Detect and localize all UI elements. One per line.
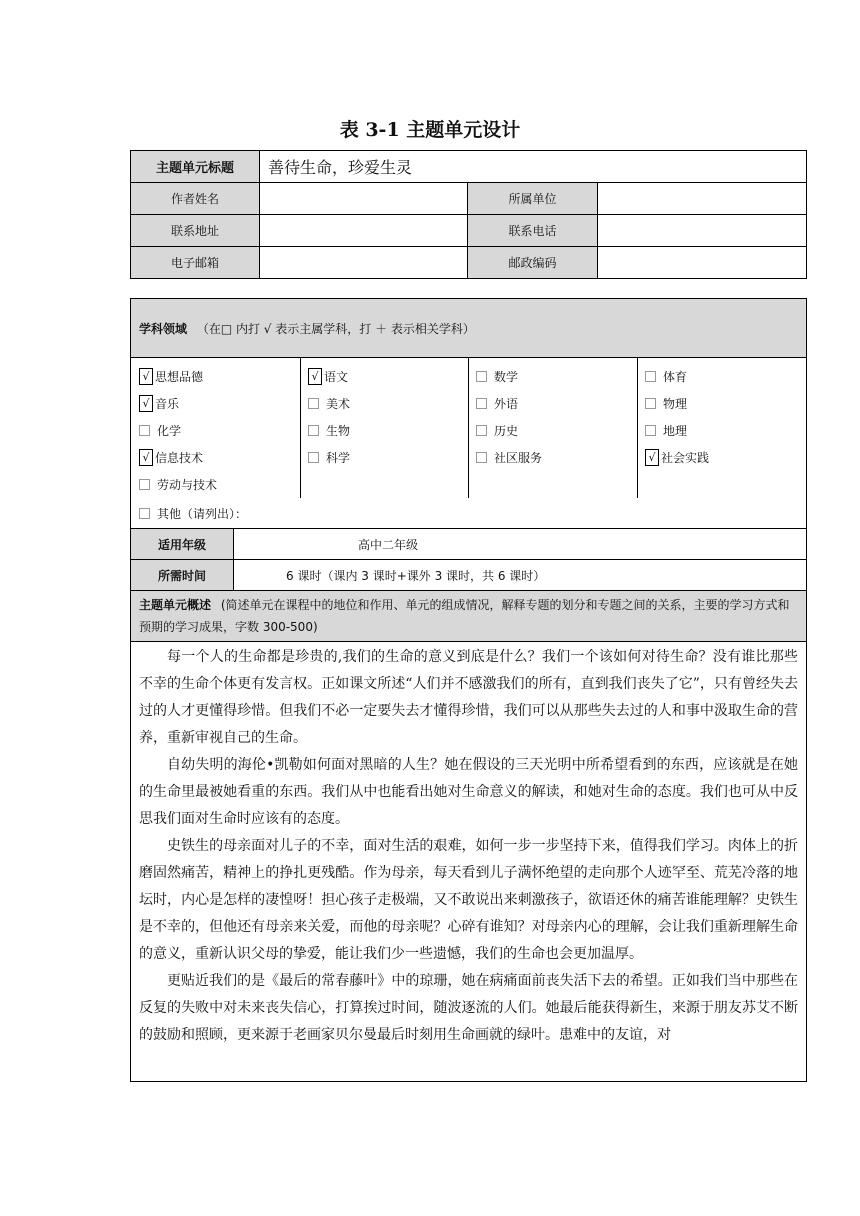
subject-other[interactable]	[131, 498, 807, 529]
info-table	[130, 150, 807, 279]
checked-box-icon[interactable]: √	[645, 449, 659, 466]
subject-column-1	[131, 358, 301, 498]
checked-box-icon[interactable]: √	[139, 368, 153, 385]
checked-box-icon[interactable]: √	[139, 449, 153, 466]
overview-paragraph: 史铁生的母亲面对儿子的不幸，面对生活的艰难，如何一步一步坚持下来，值得我们学习。肉体上的折磨固然痛苦，精神上的挣扎更残酷。作为母亲，每天看到儿子满怀绝望的走向那个人迹罕至、荒芜冷落的地坛时，内心是怎样的凄惶呀！担心孩子走极端，又不敢说出来刺激孩子，欲语还休的痛苦谁能理解？史铁生是不幸的，但他还有母亲来关爱，而他的母亲呢？心碎有谁知？对母亲内心的理解，会让我们重新理解生命的意义，重新认识父母的挚爱，能让我们少一些遗憾，我们的生命也会更加温厚。	[139, 838, 798, 962]
subject-label: 信息技术	[155, 451, 204, 465]
unit-field[interactable]	[598, 183, 807, 215]
subject-item[interactable]	[476, 395, 518, 412]
author-label: 作者姓名	[131, 183, 260, 215]
subject-item[interactable]	[139, 395, 179, 413]
author-field[interactable]	[260, 183, 468, 215]
phone-label: 联系电话	[468, 215, 598, 247]
subject-item[interactable]	[308, 422, 350, 439]
phone-field[interactable]	[598, 215, 807, 247]
checkbox-icon[interactable]	[308, 425, 319, 436]
subject-item[interactable]	[308, 449, 350, 466]
subjects-grid	[131, 358, 807, 499]
checkbox-icon[interactable]	[645, 371, 656, 382]
email-field[interactable]	[260, 247, 468, 279]
subject-item[interactable]	[139, 476, 217, 493]
email-label: 电子邮箱	[131, 247, 260, 279]
subject-item[interactable]	[476, 422, 518, 439]
subject-label: 科学	[326, 451, 351, 465]
subject-item[interactable]	[645, 395, 687, 412]
checked-box-icon[interactable]: √	[139, 395, 153, 412]
overview-paragraph: 更贴近我们的是《最后的常春藤叶》中的琼珊，她在病痛面前丧失活下去的希望。正如我们当中那些在反复的失败中对未来丧失信心，打算挨过时间，随波逐流的人们。她最后能获得新生，来源于朋友苏艾不断的鼓励和照顾，更来源于老画家贝尔曼最后时刻用生命画就的绿叶。患难中的友谊，对	[139, 973, 798, 1043]
overview-body[interactable]	[131, 642, 807, 1082]
time-label: 所需时间	[131, 560, 234, 591]
subject-label: 劳动与技术	[157, 478, 218, 492]
subject-column-3	[468, 358, 638, 498]
checkbox-icon[interactable]	[308, 398, 319, 409]
address-field[interactable]	[260, 215, 468, 247]
subject-item[interactable]	[308, 395, 350, 412]
theme-label: 主题单元标题	[131, 151, 260, 183]
subject-item[interactable]	[139, 368, 203, 386]
checkbox-icon[interactable]	[139, 479, 150, 490]
subject-label: 思想品德	[155, 370, 204, 384]
unit-label: 所属单位	[468, 183, 598, 215]
grade-label: 适用年级	[131, 529, 234, 560]
subject-column-2	[300, 358, 469, 498]
subjects-header	[131, 299, 807, 358]
time-value[interactable]: 6 课时（课内 3 课时+课外 3 课时，共 6 课时）	[234, 560, 807, 591]
subject-label: 历史	[494, 424, 519, 438]
subject-label: 语文	[324, 370, 349, 384]
theme-value[interactable]: 善待生命，珍爱生灵	[260, 151, 807, 183]
subject-item[interactable]	[139, 449, 203, 467]
checkbox-icon[interactable]	[645, 398, 656, 409]
subject-label: 体育	[663, 370, 688, 384]
subject-label: 物理	[663, 397, 688, 411]
overview-note: (简述单元在课程中的地位和作用、单元的组成情况，解释专题的划分和专题之间的关系，主要的学习方式和预期的学习成果，字数 300-500)	[139, 598, 790, 634]
checkbox-icon[interactable]	[476, 425, 487, 436]
subject-item[interactable]	[645, 449, 709, 467]
design-table	[130, 298, 807, 1082]
checkbox-icon[interactable]	[139, 508, 150, 519]
subject-item[interactable]	[645, 368, 687, 385]
checkbox-icon[interactable]	[139, 425, 150, 436]
subject-label: 社区服务	[494, 451, 543, 465]
subject-item[interactable]	[139, 422, 181, 439]
subject-label: 化学	[157, 424, 182, 438]
postcode-field[interactable]	[598, 247, 807, 279]
overview-paragraph: 自幼失明的海伦•凯勒如何面对黑暗的人生？她在假设的三天光明中所希望看到的东西，应该就是在她的生命里最被她看重的东西。我们从中也能看出她对生命意义的解读，和她对生命的态度。我们也可从中反思我们面对生命时应该有的态度。	[139, 757, 798, 827]
subject-item[interactable]	[645, 422, 687, 439]
grade-value[interactable]: 高中二年级	[234, 529, 807, 560]
subject-label: 音乐	[155, 397, 180, 411]
page-title: 表 3-1 主题单元设计	[339, 119, 521, 141]
subjects-header-note: （在□ 内打 √ 表示主属学科，打 ＋ 表示相关学科）	[196, 321, 475, 336]
checkbox-icon[interactable]	[308, 452, 319, 463]
checkbox-icon[interactable]	[645, 425, 656, 436]
subject-label: 地理	[663, 424, 688, 438]
postcode-label: 邮政编码	[468, 247, 598, 279]
subject-item[interactable]	[476, 449, 542, 466]
checkbox-icon[interactable]	[476, 398, 487, 409]
address-label: 联系地址	[131, 215, 260, 247]
subjects-header-title: 学科领域	[139, 321, 188, 336]
subject-label: 数学	[494, 370, 519, 384]
checked-box-icon[interactable]: √	[308, 368, 322, 385]
checkbox-icon[interactable]	[476, 452, 487, 463]
subject-label: 社会实践	[661, 451, 710, 465]
checkbox-icon[interactable]	[476, 371, 487, 382]
subject-other-label: 其他（请列出）：	[157, 506, 248, 521]
overview-header	[131, 591, 807, 642]
subject-column-4	[637, 358, 807, 498]
subject-item[interactable]	[476, 368, 518, 385]
subject-label: 生物	[326, 424, 351, 438]
subject-item[interactable]	[308, 368, 348, 386]
overview-label: 主题单元概述	[139, 598, 212, 612]
subject-label: 美术	[326, 397, 351, 411]
overview-paragraph: 每一个人的生命都是珍贵的,我们的生命的意义到底是什么？我们一个该如何对待生命？没有谁比那些不幸的生命个体更有发言权。正如课文所述“人们并不感激我们的所有，直到我们丧失了它”，只有曾经失去过的人才更懂得珍惜。但我们不必一定要失去才懂得珍惜，我们可以从那些失去过的人和事中汲取生命的营养，重新审视自己的生命。	[139, 649, 798, 746]
subject-label: 外语	[494, 397, 519, 411]
